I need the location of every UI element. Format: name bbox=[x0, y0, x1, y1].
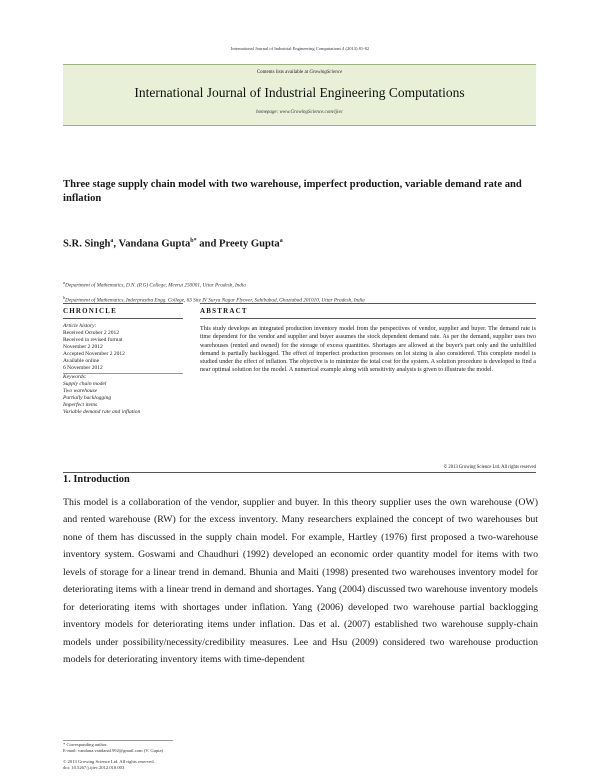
author-name: Preety Gupta bbox=[219, 238, 280, 250]
author-separator: and bbox=[196, 238, 219, 250]
journal-name: International Journal of Industrial Engineering Computations bbox=[134, 85, 465, 100]
doi-link[interactable]: doi: 10.5267/j.ijiec.2012.010.003 bbox=[63, 765, 125, 770]
divider bbox=[200, 318, 536, 319]
running-head: International Journal of Industrial Engineering Computations 4 (2013) 81-82 bbox=[230, 46, 370, 51]
author-list bbox=[63, 238, 283, 250]
article-title: Three stage supply chain model with two warehouse, imperfect production, variable demand rate and inflation bbox=[63, 179, 522, 204]
journal-banner bbox=[63, 64, 536, 126]
history-line: Received October 2 2012 bbox=[63, 330, 120, 336]
author-name: S.R. Singh bbox=[63, 238, 111, 250]
history-line: 6 November 2012 bbox=[63, 365, 103, 371]
history-line: November 2 2012 bbox=[63, 344, 103, 350]
author-separator: , bbox=[113, 238, 119, 250]
footnote-rule bbox=[63, 740, 173, 741]
keyword: Imperfect items bbox=[63, 402, 98, 408]
author-affil-mark: b* bbox=[190, 238, 197, 244]
abstract-text: This study develops an integrated production inventory model from the perspectives of vendor, supplier and buyer. The demand rate is time dependent for the vendor and supplier and buyer assumes the stock dependent demand rate. As per the demand, supplier uses two warehouses (rented and owned) for the storage of excess quantities. Shortages are allowed at the buyer's part only and the unfulfilled demand is partially backlogged. The effect of imperfect production processes on lot sizing is also considered. This complete model is studied under the effect of inflation. The objective is to minimize the total cost for the system. A solution procedure is developed to find a near optimal solution for the model. A numerical example along with sensitivity analysis is given to illustrate the model. bbox=[200, 326, 536, 374]
abstract-heading: ABSTRACT bbox=[200, 307, 248, 315]
history-line: Available online bbox=[63, 358, 100, 364]
introduction-paragraph: This model is a collaboration of the vendor, supplier and buyer. In this theory supplier uses the own warehouse (OW) and rented warehouse (RW) for the excess inventory. Many researchers explained the concept of two warehouses but none of them has discussed in the supply chain model. For example, Hartley (1976) first proposed a two-warehouse inventory system. Goswami and Chaudhuri (1992) developed an economic order quantity model for items with two levels of storage for a linear trend in demand. Bhunia and Maiti (1998) presented two warehouses inventory model for deteriorating items with a linear trend in demand and shortages. Yang (2004) discussed two warehouse inventory models for deteriorating items with shortages under inflation. Yang (2006) developed two warehouse partial backlogging inventory models for deteriorating items under inflation. Das et al. (2007) established two warehouse supply-chain models under possibility/necessity/credibility measures. Lee and Hsu (2009) considered two warehouse production models for deteriorating inventory items with time-dependent bbox=[63, 497, 538, 666]
author-affil-mark: a bbox=[279, 238, 283, 244]
divider bbox=[200, 303, 536, 304]
keyword: Variable demand rate and inflation bbox=[63, 409, 141, 415]
keywords-label: Keywords: bbox=[63, 374, 87, 380]
keyword: Two warehouse bbox=[63, 388, 98, 394]
history-line: Accepted November 2 2012 bbox=[63, 351, 125, 357]
affiliation: $^b$Department of Mathematics, Inderprastha Engg. College, 63 Site IV Surya Nagar Flyover, Sahibabad, Ghaziabad 201010, Uttar Pradesh, India bbox=[63, 295, 365, 304]
keyword: Supply chain model bbox=[63, 381, 107, 387]
corresponding-author-note: * Corresponding author. bbox=[63, 742, 108, 747]
divider bbox=[63, 318, 183, 319]
author-affil-mark: a bbox=[110, 238, 114, 244]
history-line: Received in revised format bbox=[63, 337, 123, 343]
divider bbox=[63, 472, 536, 473]
affiliation: $^a$Department of Mathematics, D.N. (P.G) College, Meerut 250001, Uttar Pradesh, India bbox=[63, 280, 246, 289]
divider bbox=[63, 303, 183, 304]
author-email[interactable]: E-mail: vandana.vandana1992@gmail.com (V. Gupta) bbox=[63, 748, 164, 753]
author-name: Vandana Gupta bbox=[118, 238, 191, 250]
footer-copyright: © 2013 Growing Science Ltd. All rights reserved. bbox=[63, 759, 155, 764]
keyword: Partially backlogging bbox=[63, 395, 112, 401]
banner-contents-line: Contents lists available at GrowingScience bbox=[256, 70, 343, 75]
article-history-label: Article history: bbox=[63, 323, 97, 329]
chronicle-heading: CHRONICLE bbox=[63, 307, 117, 315]
journal-homepage[interactable]: homepage: www.GrowingScience.com/ijiec bbox=[256, 110, 343, 115]
banner-source: GrowingScience bbox=[309, 70, 343, 75]
section-heading-introduction: 1. Introduction bbox=[63, 474, 130, 485]
abstract-copyright: © 2013 Growing Science Ltd. All rights reserved bbox=[443, 465, 536, 470]
